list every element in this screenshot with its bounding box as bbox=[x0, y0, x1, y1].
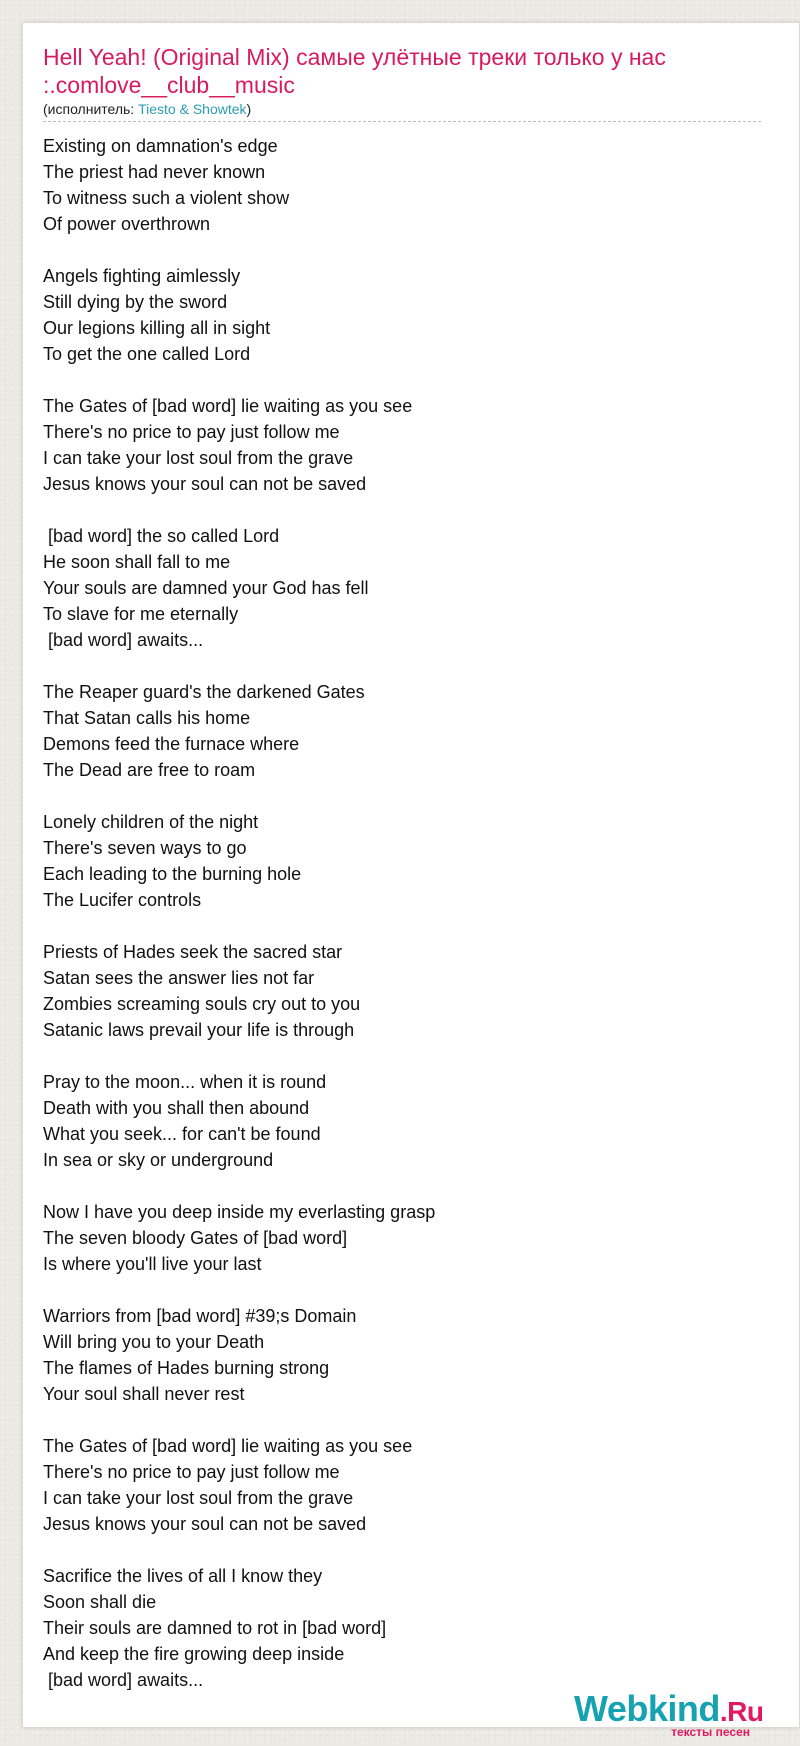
lyric-line: The Lucifer controls bbox=[43, 890, 202, 910]
lyric-blank-line bbox=[43, 1173, 779, 1199]
lyric-line: In sea or sky or underground bbox=[43, 1150, 274, 1170]
lyric-line: The Dead are free to roam bbox=[43, 760, 256, 780]
lyrics-body bbox=[43, 133, 779, 1693]
lyric-line: Warriors from [bad word] #39;s Domain bbox=[43, 1306, 357, 1326]
lyric-line: Will bring you to your Death bbox=[43, 1332, 265, 1352]
title-divider bbox=[43, 121, 761, 122]
lyric-line: Jesus knows your soul can not be saved bbox=[43, 1514, 367, 1534]
lyric-line: Our legions killing all in sight bbox=[43, 318, 271, 338]
lyric-line: What you seek... for can't be found bbox=[43, 1124, 321, 1144]
lyric-line: The Gates of [bad word] lie waiting as you see bbox=[43, 1436, 413, 1456]
lyric-line: Your soul shall never rest bbox=[43, 1384, 245, 1404]
lyric-line: There's seven ways to go bbox=[43, 838, 247, 858]
lyric-line: Still dying by the sword bbox=[43, 292, 228, 312]
lyric-blank-line bbox=[43, 367, 779, 393]
lyric-blank-line bbox=[43, 1537, 779, 1563]
lyric-line: [bad word] the so called Lord bbox=[43, 526, 280, 546]
lyric-line: I can take your lost soul from the grave bbox=[43, 448, 354, 468]
lyric-blank-line bbox=[43, 1407, 779, 1433]
lyric-line: [bad word] awaits... bbox=[43, 1670, 204, 1690]
lyric-line: To get the one called Lord bbox=[43, 344, 251, 364]
lyric-line: Existing on damnation's edge bbox=[43, 136, 278, 156]
lyric-line: Lonely children of the night bbox=[43, 812, 259, 832]
lyrics-card bbox=[22, 22, 800, 1728]
lyric-line: The flames of Hades burning strong bbox=[43, 1358, 330, 1378]
lyric-line: Is where you'll live your last bbox=[43, 1254, 262, 1274]
lyric-blank-line bbox=[43, 497, 779, 523]
lyric-line: Priests of Hades seek the sacred star bbox=[43, 942, 343, 962]
lyric-line: Angels fighting aimlessly bbox=[43, 266, 241, 286]
lyric-blank-line bbox=[43, 653, 779, 679]
performer-line bbox=[43, 101, 779, 118]
lyric-line: To witness such a violent show bbox=[43, 188, 290, 208]
logo-domain: .Ru bbox=[719, 1696, 764, 1727]
lyric-line: [bad word] awaits... bbox=[43, 630, 204, 650]
lyric-line: To slave for me eternally bbox=[43, 604, 239, 624]
lyric-line: Death with you shall then abound bbox=[43, 1098, 310, 1118]
webkind-logo[interactable] bbox=[574, 1689, 764, 1739]
lyric-line: Satan sees the answer lies not far bbox=[43, 968, 315, 988]
performer-prefix: (исполнитель: bbox=[43, 101, 139, 117]
lyric-blank-line bbox=[43, 783, 779, 809]
lyric-line: The priest had never known bbox=[43, 162, 266, 182]
lyric-line: That Satan calls his home bbox=[43, 708, 251, 728]
lyric-line: Of power overthrown bbox=[43, 214, 211, 234]
lyric-line: The seven bloody Gates of [bad word] bbox=[43, 1228, 348, 1248]
lyric-line: Now I have you deep inside my everlasting grasp bbox=[43, 1202, 436, 1222]
lyric-blank-line bbox=[43, 1277, 779, 1303]
lyric-line: There's no price to pay just follow me bbox=[43, 422, 340, 442]
lyric-line: Each leading to the burning hole bbox=[43, 864, 302, 884]
lyric-line: He soon shall fall to me bbox=[43, 552, 231, 572]
song-title: Hell Yeah! (Original Mix) самые улётные треки только у нас :.comlove__club__music bbox=[43, 44, 666, 98]
performer-link[interactable]: Tiesto & Showtek bbox=[138, 101, 247, 117]
lyric-line: The Reaper guard's the darkened Gates bbox=[43, 682, 365, 702]
lyric-blank-line bbox=[43, 913, 779, 939]
lyric-line: Demons feed the furnace where bbox=[43, 734, 300, 754]
lyric-line: The Gates of [bad word] lie waiting as you see bbox=[43, 396, 413, 416]
lyric-line: Sacrifice the lives of all I know they bbox=[43, 1566, 323, 1586]
lyric-line: Satanic laws prevail your life is through bbox=[43, 1020, 355, 1040]
lyric-line: Their souls are damned to rot in [bad word] bbox=[43, 1618, 387, 1638]
lyric-line: And keep the fire growing deep inside bbox=[43, 1644, 345, 1664]
lyric-line: There's no price to pay just follow me bbox=[43, 1462, 340, 1482]
lyric-line: Soon shall die bbox=[43, 1592, 157, 1612]
lyric-line: Jesus knows your soul can not be saved bbox=[43, 474, 367, 494]
lyric-blank-line bbox=[43, 1043, 779, 1069]
logo-tagline: тексты песен bbox=[671, 1725, 750, 1739]
lyric-line: Your souls are damned your God has fell bbox=[43, 578, 369, 598]
logo-word: Webkind bbox=[574, 1688, 720, 1729]
lyric-line: Pray to the moon... when it is round bbox=[43, 1072, 327, 1092]
lyric-blank-line bbox=[43, 237, 779, 263]
lyric-line: Zombies screaming souls cry out to you bbox=[43, 994, 361, 1014]
lyric-line: I can take your lost soul from the grave bbox=[43, 1488, 354, 1508]
performer-suffix: ) bbox=[246, 101, 252, 117]
